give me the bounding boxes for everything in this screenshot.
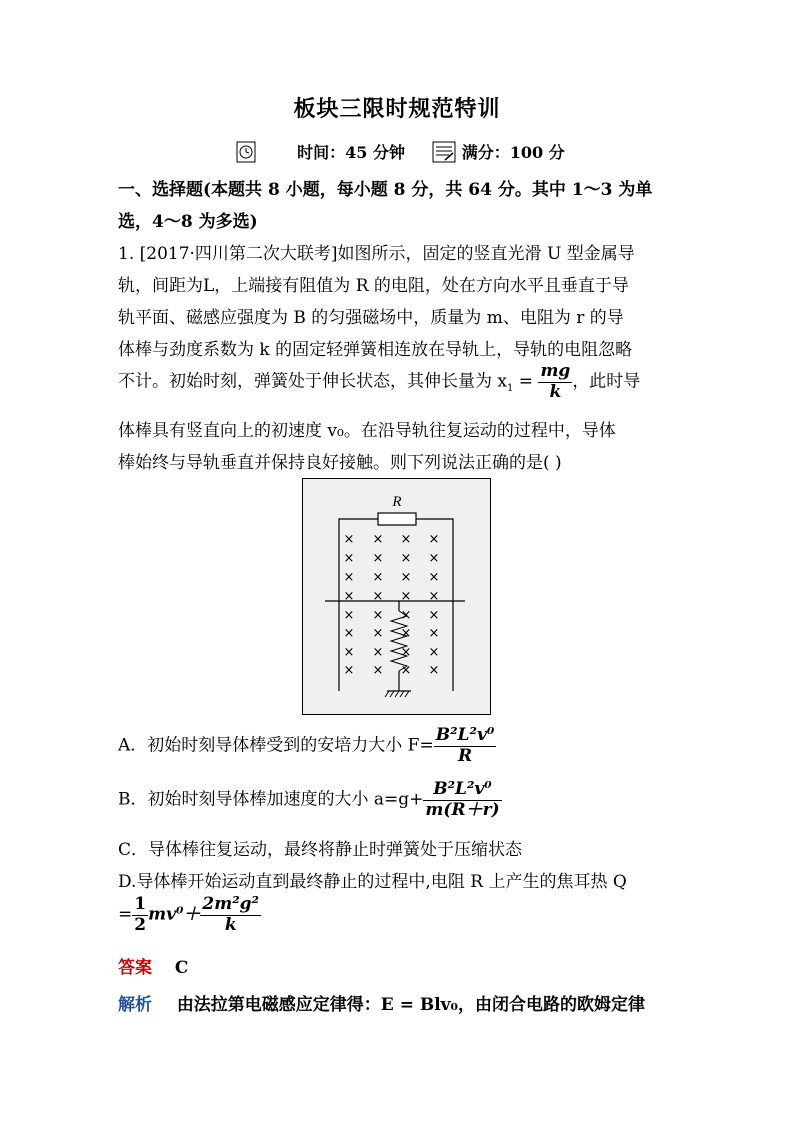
resistor-label: R <box>392 494 402 510</box>
field-cross-mark: × <box>343 570 355 585</box>
mg-over-k-fraction <box>538 362 572 402</box>
field-cross-mark: × <box>428 645 440 660</box>
option-d: D.导体棒开始运动直到最终静止的过程中,电阻 R 上产生的焦耳热 Q <box>118 872 627 892</box>
paper-icon <box>432 141 456 167</box>
field-cross-mark: × <box>343 663 355 678</box>
resistor-icon <box>378 513 416 525</box>
option-d-equals: = <box>118 904 133 925</box>
option-a-text: A．初始时刻导体棒受到的安培力大小 F= <box>118 735 434 756</box>
field-cross-mark: × <box>428 608 440 623</box>
answer-label: 答案 <box>118 958 152 978</box>
time-label: 时间：45 分钟 <box>297 143 405 162</box>
circuit-figure <box>302 478 491 715</box>
question-line3: 轨平面、磁感应强度为 B 的匀强磁场中，质量为 m、电阻为 r 的导 <box>118 308 624 328</box>
answer-line <box>118 953 188 978</box>
field-cross-mark: × <box>400 645 412 660</box>
section-heading-line1: 一、选择题(本题共 8 小题，每小题 8 分，共 64 分。其中 1～3 为单 <box>118 180 653 200</box>
option-a-fraction <box>434 726 497 766</box>
field-cross-mark: × <box>372 570 384 585</box>
fraction-numerator: mg <box>540 361 571 381</box>
option-d-formula <box>118 895 261 935</box>
option-d-half-num: 1 <box>134 894 147 914</box>
magnetic-field-marks <box>344 532 440 678</box>
x-subscript: 1 <box>507 382 514 394</box>
option-b-text: B．初始时刻导体棒加速度的大小 a=g+ <box>118 789 424 810</box>
field-cross-mark: × <box>400 589 412 604</box>
option-d-fraction <box>200 895 261 935</box>
answer-value: C <box>174 958 189 978</box>
equals-sign: = <box>513 371 539 392</box>
field-cross-mark: × <box>372 551 384 566</box>
field-cross-mark: × <box>372 663 384 678</box>
question-line5-text: 不计。初始时刻，弹簧处于伸长状态，其伸长量为 x <box>118 371 507 392</box>
field-cross-mark: × <box>343 551 355 566</box>
field-cross-mark: × <box>428 663 440 678</box>
option-d-denominator: k <box>224 914 237 935</box>
field-cross-mark: × <box>428 570 440 585</box>
field-cross-mark: × <box>372 608 384 623</box>
field-cross-mark: × <box>428 626 440 641</box>
option-c: C．导体棒往复运动，最终将静止时弹簧处于压缩状态 <box>118 840 523 860</box>
option-d-numerator: 2m²g² <box>202 894 260 914</box>
field-cross-mark: × <box>343 626 355 641</box>
field-cross-mark: × <box>343 608 355 623</box>
question-line5-tail: ，此时导 <box>572 371 641 392</box>
option-d-middle: mv⁰＋ <box>148 904 201 925</box>
field-cross-mark: × <box>372 589 384 604</box>
analysis-line <box>118 990 645 1015</box>
question-line1: 1. [2017·四川第二次大联考]如图所示，固定的竖直光滑 U 型金属导 <box>118 244 635 264</box>
option-a-numerator: B²L²v⁰ <box>435 725 495 745</box>
fraction-denominator: k <box>549 381 562 402</box>
option-d-half <box>132 895 148 935</box>
option-a <box>118 726 496 766</box>
field-cross-mark: × <box>400 551 412 566</box>
option-b-denominator: m(R＋r) <box>425 799 500 820</box>
score-label: 满分：100 分 <box>461 143 565 162</box>
question-line4: 体棒与劲度系数为 k 的固定轻弹簧相连放在导轨上，导轨的电阻忽略 <box>118 340 633 360</box>
exam-meta <box>236 140 565 167</box>
field-cross-mark: × <box>400 532 412 547</box>
page-title: 板块三限时规范特训 <box>293 96 501 122</box>
analysis-text: 由法拉第电磁感应定律得：E = Blv₀，由闭合电路的欧姆定律 <box>176 995 646 1015</box>
option-b-numerator: B²L²v⁰ <box>423 780 501 801</box>
question-line2: 轨，间距为L，上端接有阻值为 R 的电阻，处在方向水平且垂直于导 <box>118 276 629 296</box>
field-cross-mark: × <box>343 645 355 660</box>
question-line7: 棒始终与导轨垂直并保持良好接触。则下列说法正确的是( ) <box>118 453 562 473</box>
section-heading-line2: 选，4～8 为多选) <box>118 212 258 232</box>
option-b <box>118 780 502 820</box>
option-b-fraction <box>423 780 501 820</box>
question-line5 <box>118 362 640 402</box>
field-cross-mark: × <box>428 532 440 547</box>
circuit-diagram <box>303 479 490 714</box>
clock-icon <box>236 141 256 167</box>
field-cross-mark: × <box>400 608 412 623</box>
field-cross-mark: × <box>428 589 440 604</box>
field-cross-mark: × <box>400 626 412 641</box>
field-cross-mark: × <box>400 663 412 678</box>
analysis-label: 解析 <box>118 995 152 1015</box>
question-line6: 体棒具有竖直向上的初速度 v₀。在沿导轨往复运动的过程中，导体 <box>118 421 616 441</box>
field-cross-mark: × <box>372 532 384 547</box>
field-cross-mark: × <box>428 551 440 566</box>
field-cross-mark: × <box>343 589 355 604</box>
field-cross-mark: × <box>400 570 412 585</box>
field-cross-mark: × <box>372 626 384 641</box>
option-a-denominator: R <box>457 745 473 766</box>
field-cross-mark: × <box>372 645 384 660</box>
option-d-half-den: 2 <box>134 914 147 935</box>
field-cross-mark: × <box>343 532 355 547</box>
